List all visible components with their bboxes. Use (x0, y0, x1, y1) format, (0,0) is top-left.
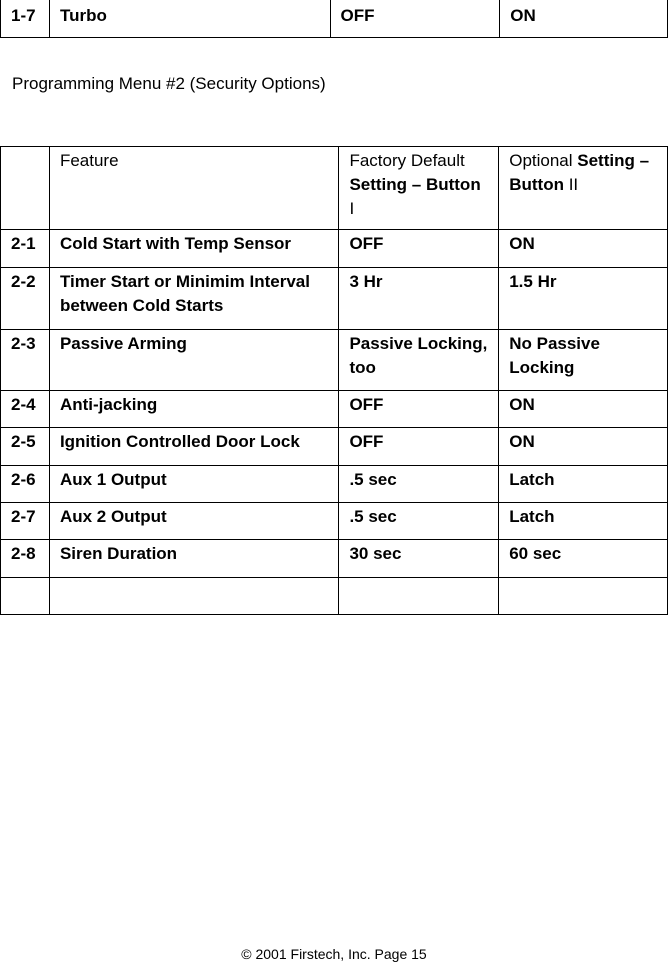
security-options-table (0, 146, 668, 615)
empty-cell (339, 578, 499, 615)
empty-cell (499, 578, 668, 615)
top-table (0, 0, 668, 38)
row-number: 2-5 (1, 428, 50, 466)
optional-cell: ON (499, 230, 668, 268)
header-optional (499, 147, 668, 230)
default-cell: OFF (330, 0, 500, 38)
feature-cell: Ignition Controlled Door Lock (49, 428, 339, 466)
row-number: 1-7 (1, 0, 50, 38)
table-row (1, 540, 668, 578)
default-cell: OFF (339, 391, 499, 428)
table-row (1, 503, 668, 540)
row-number: 2-3 (1, 330, 50, 391)
header-default-plain: Factory Default (349, 151, 465, 170)
optional-cell: ON (499, 428, 668, 466)
table-row (1, 330, 668, 391)
header-default-bold: Setting – Button (349, 175, 481, 194)
default-cell: .5 sec (339, 466, 499, 503)
table-row (1, 466, 668, 503)
default-cell: OFF (339, 230, 499, 268)
table-row (1, 428, 668, 466)
empty-row (1, 578, 668, 615)
header-optional-bold: Setting – Button (509, 151, 650, 194)
feature-cell: Passive Arming (49, 330, 339, 391)
header-default (339, 147, 499, 230)
section-title: Programming Menu #2 (Security Options) (12, 74, 326, 93)
empty-cell (1, 578, 50, 615)
table-row (1, 391, 668, 428)
header-row (1, 147, 668, 230)
optional-cell: ON (499, 391, 668, 428)
default-cell: Passive Locking, too (339, 330, 499, 391)
optional-cell: 1.5 Hr (499, 268, 668, 330)
feature-cell: Anti-jacking (49, 391, 339, 428)
empty-cell (49, 578, 339, 615)
feature-cell: Timer Start or Minimim Interval between Cold Starts (49, 268, 339, 330)
feature-cell: Turbo (49, 0, 330, 38)
default-cell: 30 sec (339, 540, 499, 578)
header-optional-roman: II (563, 175, 579, 194)
default-cell: 3 Hr (339, 268, 499, 330)
header-feature: Feature (49, 147, 339, 230)
table-row (1, 0, 668, 38)
row-number: 2-1 (1, 230, 50, 268)
header-optional-plain: Optional (509, 151, 578, 170)
row-number: 2-4 (1, 391, 50, 428)
default-cell: OFF (339, 428, 499, 466)
row-number: 2-6 (1, 466, 50, 503)
header-num (1, 147, 50, 230)
optional-cell: 60 sec (499, 540, 668, 578)
row-number: 2-2 (1, 268, 50, 330)
feature-cell: Siren Duration (49, 540, 339, 578)
feature-cell: Aux 1 Output (49, 466, 339, 503)
optional-cell: Latch (499, 466, 668, 503)
row-number: 2-8 (1, 540, 50, 578)
row-number: 2-7 (1, 503, 50, 540)
table-row (1, 268, 668, 330)
table-row (1, 230, 668, 268)
page-footer: © 2001 Firstech, Inc. Page 15 (241, 946, 427, 962)
default-cell: .5 sec (339, 503, 499, 540)
header-default-roman: I (349, 199, 355, 218)
optional-cell: ON (500, 0, 668, 38)
optional-cell: Latch (499, 503, 668, 540)
feature-cell: Cold Start with Temp Sensor (49, 230, 339, 268)
optional-cell: No Passive Locking (499, 330, 668, 391)
feature-cell: Aux 2 Output (49, 503, 339, 540)
